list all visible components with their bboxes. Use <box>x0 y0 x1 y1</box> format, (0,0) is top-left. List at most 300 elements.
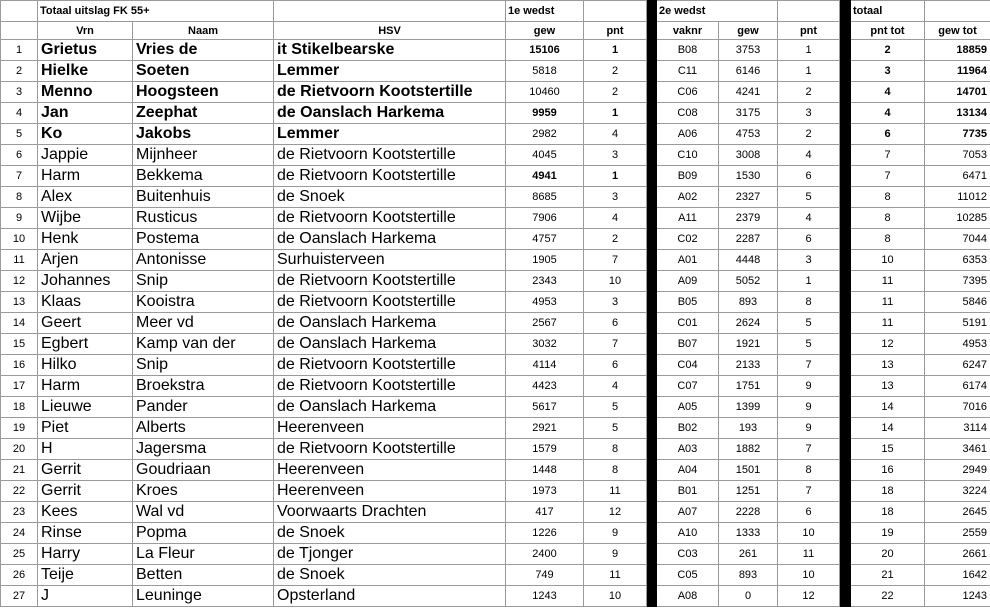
cell-gew-tot: 11964 <box>925 61 990 82</box>
cell-hsv: it Stikelbearske <box>274 40 506 61</box>
cell-gew-tot: 2645 <box>925 502 990 523</box>
separator <box>840 460 851 481</box>
cell-gew2: 1251 <box>719 481 778 502</box>
table-row <box>1 586 990 607</box>
cell-pnt1: 1 <box>584 166 647 187</box>
cell-gew-tot: 7053 <box>925 145 990 166</box>
cell-vaknr: C04 <box>657 355 719 376</box>
separator <box>647 460 657 481</box>
cell-gew2: 2287 <box>719 229 778 250</box>
cell-pnt-tot: 13 <box>851 376 925 397</box>
row-number: 21 <box>1 460 38 481</box>
cell-pnt2: 2 <box>778 82 840 103</box>
cell-pnt-tot: 7 <box>851 145 925 166</box>
cell-vaknr: A01 <box>657 250 719 271</box>
cell-vaknr: A02 <box>657 187 719 208</box>
table-row <box>1 292 990 313</box>
header-pnt1: pnt <box>584 22 647 40</box>
cell-vrn: Lieuwe <box>38 397 133 418</box>
cell-hsv: Heerenveen <box>274 460 506 481</box>
cell-pnt-tot: 19 <box>851 523 925 544</box>
table-row <box>1 334 990 355</box>
cell-gew2: 3008 <box>719 145 778 166</box>
cell-naam: Jagersma <box>133 439 274 460</box>
table-row <box>1 271 990 292</box>
cell-pnt-tot: 8 <box>851 229 925 250</box>
cell-hsv: Heerenveen <box>274 481 506 502</box>
separator <box>647 481 657 502</box>
row-number: 23 <box>1 502 38 523</box>
cell-gew2: 1501 <box>719 460 778 481</box>
table-row <box>1 460 990 481</box>
cell-vrn: Gerrit <box>38 460 133 481</box>
cell-vaknr: A11 <box>657 208 719 229</box>
cell-gew1: 5617 <box>506 397 584 418</box>
sheet-title: Totaal uitslag FK 55+ <box>38 1 274 22</box>
cell-pnt1: 10 <box>584 586 647 607</box>
cell-vrn: Harry <box>38 544 133 565</box>
cell-pnt1: 6 <box>584 313 647 334</box>
cell-vaknr: C08 <box>657 103 719 124</box>
cell-pnt2: 1 <box>778 40 840 61</box>
row-number: 16 <box>1 355 38 376</box>
cell-naam: Kroes <box>133 481 274 502</box>
separator <box>840 586 851 607</box>
separator <box>840 103 851 124</box>
cell-hsv: de Rietvoorn Kootstertille <box>274 355 506 376</box>
separator <box>840 376 851 397</box>
cell-gew1: 2982 <box>506 124 584 145</box>
separator <box>647 355 657 376</box>
separator <box>647 439 657 460</box>
cell-gew2: 893 <box>719 565 778 586</box>
row-number: 22 <box>1 481 38 502</box>
cell-gew2: 2133 <box>719 355 778 376</box>
separator <box>647 418 657 439</box>
header-row <box>1 22 990 40</box>
cell-pnt2: 9 <box>778 418 840 439</box>
cell-vaknr: A08 <box>657 586 719 607</box>
separator <box>647 502 657 523</box>
table-row <box>1 502 990 523</box>
separator <box>840 418 851 439</box>
cell-gew-tot: 1243 <box>925 586 990 607</box>
row-number: 18 <box>1 397 38 418</box>
table-row <box>1 187 990 208</box>
cell-pnt-tot: 14 <box>851 397 925 418</box>
cell-naam: Goudriaan <box>133 460 274 481</box>
separator <box>647 271 657 292</box>
cell-vrn: Harm <box>38 166 133 187</box>
separator <box>647 250 657 271</box>
cell-gew1: 749 <box>506 565 584 586</box>
cell-pnt-tot: 4 <box>851 82 925 103</box>
cell-vaknr: B02 <box>657 418 719 439</box>
cell-gew-tot: 2949 <box>925 460 990 481</box>
cell-naam: Snip <box>133 355 274 376</box>
cell-gew-tot: 10285 <box>925 208 990 229</box>
separator <box>840 523 851 544</box>
cell-pnt2: 5 <box>778 313 840 334</box>
cell-gew1: 417 <box>506 502 584 523</box>
cell-gew2: 1399 <box>719 397 778 418</box>
cell-naam: Zeephat <box>133 103 274 124</box>
cell-pnt-tot: 3 <box>851 61 925 82</box>
table-row <box>1 40 990 61</box>
cell-gew2: 2327 <box>719 187 778 208</box>
cell-naam: Broekstra <box>133 376 274 397</box>
cell-gew-tot: 3114 <box>925 418 990 439</box>
separator <box>840 313 851 334</box>
cell-pnt2: 1 <box>778 61 840 82</box>
cell-vrn: Geert <box>38 313 133 334</box>
row-number: 15 <box>1 334 38 355</box>
cell-pnt-tot: 6 <box>851 124 925 145</box>
row-number: 2 <box>1 61 38 82</box>
cell-pnt2: 11 <box>778 544 840 565</box>
cell-gew-tot: 2559 <box>925 523 990 544</box>
cell-gew1: 1579 <box>506 439 584 460</box>
cell-pnt2: 5 <box>778 334 840 355</box>
cell-pnt1: 5 <box>584 418 647 439</box>
cell-gew1: 4045 <box>506 145 584 166</box>
cell-naam: La Fleur <box>133 544 274 565</box>
cell-gew1: 2343 <box>506 271 584 292</box>
cell-pnt2: 5 <box>778 187 840 208</box>
cell-naam: Alberts <box>133 418 274 439</box>
separator <box>840 397 851 418</box>
cell-vaknr: A10 <box>657 523 719 544</box>
cell-naam: Wal vd <box>133 502 274 523</box>
row-number: 12 <box>1 271 38 292</box>
cell-gew2: 2228 <box>719 502 778 523</box>
cell-gew2: 5052 <box>719 271 778 292</box>
cell-vaknr: C03 <box>657 544 719 565</box>
cell-vrn: Klaas <box>38 292 133 313</box>
cell-pnt1: 8 <box>584 460 647 481</box>
separator <box>647 103 657 124</box>
separator <box>840 1 851 22</box>
cell-pnt2: 3 <box>778 250 840 271</box>
cell-gew2: 2624 <box>719 313 778 334</box>
table-row <box>1 61 990 82</box>
cell-pnt-tot: 14 <box>851 418 925 439</box>
cell-gew-tot: 7735 <box>925 124 990 145</box>
cell-pnt1: 11 <box>584 565 647 586</box>
cell-vaknr: A05 <box>657 397 719 418</box>
cell-vaknr: B09 <box>657 166 719 187</box>
table-row <box>1 208 990 229</box>
separator <box>647 334 657 355</box>
cell-gew-tot: 5191 <box>925 313 990 334</box>
cell-gew2: 1333 <box>719 523 778 544</box>
cell-vrn: Harm <box>38 376 133 397</box>
cell-naam: Hoogsteen <box>133 82 274 103</box>
cell-gew-tot: 3224 <box>925 481 990 502</box>
cell-vaknr: C01 <box>657 313 719 334</box>
cell-gew1: 4757 <box>506 229 584 250</box>
cell-pnt-tot: 12 <box>851 334 925 355</box>
cell-naam: Leuninge <box>133 586 274 607</box>
cell-pnt1: 1 <box>584 40 647 61</box>
separator <box>840 544 851 565</box>
cell-pnt-tot: 2 <box>851 40 925 61</box>
header-naam: Naam <box>133 22 274 40</box>
row-number: 19 <box>1 418 38 439</box>
cell-pnt2: 10 <box>778 565 840 586</box>
cell-naam: Popma <box>133 523 274 544</box>
table-row <box>1 250 990 271</box>
cell-naam: Postema <box>133 229 274 250</box>
cell-gew-tot: 6247 <box>925 355 990 376</box>
cell-vrn: Grietus <box>38 40 133 61</box>
cell-hsv: de Oanslach Harkema <box>274 334 506 355</box>
separator <box>840 145 851 166</box>
table-row <box>1 397 990 418</box>
separator <box>647 208 657 229</box>
cell-gew1: 4423 <box>506 376 584 397</box>
cell-pnt2: 8 <box>778 292 840 313</box>
cell-pnt-tot: 8 <box>851 208 925 229</box>
table-row <box>1 439 990 460</box>
separator <box>840 250 851 271</box>
row-number: 26 <box>1 565 38 586</box>
row-number: 13 <box>1 292 38 313</box>
table-row <box>1 376 990 397</box>
cell-pnt2: 6 <box>778 166 840 187</box>
table-row <box>1 544 990 565</box>
cell-vaknr: A09 <box>657 271 719 292</box>
separator <box>647 544 657 565</box>
cell-vrn: Rinse <box>38 523 133 544</box>
cell-gew2: 261 <box>719 544 778 565</box>
cell-hsv: de Snoek <box>274 523 506 544</box>
row-number: 25 <box>1 544 38 565</box>
cell-vaknr: C02 <box>657 229 719 250</box>
cell-hsv: de Snoek <box>274 187 506 208</box>
cell-vaknr: B01 <box>657 481 719 502</box>
separator <box>840 166 851 187</box>
cell-vaknr: A03 <box>657 439 719 460</box>
separator <box>647 187 657 208</box>
cell-pnt-tot: 22 <box>851 586 925 607</box>
cell-naam: Kooistra <box>133 292 274 313</box>
cell-vaknr: B07 <box>657 334 719 355</box>
separator <box>840 82 851 103</box>
separator <box>647 61 657 82</box>
row-number: 17 <box>1 376 38 397</box>
cell-pnt1: 8 <box>584 439 647 460</box>
cell-gew-tot: 4953 <box>925 334 990 355</box>
cell-pnt2: 7 <box>778 439 840 460</box>
cell-gew1: 4953 <box>506 292 584 313</box>
cell-naam: Meer vd <box>133 313 274 334</box>
header-vaknr: vaknr <box>657 22 719 40</box>
cell-gew1: 1226 <box>506 523 584 544</box>
cell-gew2: 3753 <box>719 40 778 61</box>
separator <box>647 229 657 250</box>
cell-vaknr: C11 <box>657 61 719 82</box>
header-gew2: gew <box>719 22 778 40</box>
cell-pnt-tot: 16 <box>851 460 925 481</box>
cell-naam: Rusticus <box>133 208 274 229</box>
cell-gew1: 8685 <box>506 187 584 208</box>
cell-vrn: H <box>38 439 133 460</box>
cell-pnt1: 12 <box>584 502 647 523</box>
cell-gew-tot: 6174 <box>925 376 990 397</box>
cell-hsv: Lemmer <box>274 61 506 82</box>
separator <box>840 40 851 61</box>
cell-pnt2: 7 <box>778 355 840 376</box>
separator <box>647 292 657 313</box>
cell-hsv: de Oanslach Harkema <box>274 103 506 124</box>
cell-pnt2: 2 <box>778 124 840 145</box>
cell-vrn: Wijbe <box>38 208 133 229</box>
cell-gew2: 893 <box>719 292 778 313</box>
separator <box>647 586 657 607</box>
cell-gew2: 2379 <box>719 208 778 229</box>
cell-pnt1: 5 <box>584 397 647 418</box>
separator <box>840 124 851 145</box>
group-label-first: 1e wedst <box>506 1 584 22</box>
header-pnt2: pnt <box>778 22 840 40</box>
header-pnt-tot: pnt tot <box>851 22 925 40</box>
cell-vrn: Gerrit <box>38 481 133 502</box>
separator <box>840 565 851 586</box>
table-row <box>1 565 990 586</box>
cell-naam: Betten <box>133 565 274 586</box>
title-row <box>1 1 990 22</box>
cell-pnt1: 4 <box>584 376 647 397</box>
cell-pnt1: 6 <box>584 355 647 376</box>
group-label-total: totaal <box>851 1 925 22</box>
row-number: 11 <box>1 250 38 271</box>
table-row <box>1 355 990 376</box>
table-row <box>1 229 990 250</box>
separator <box>647 565 657 586</box>
cell-gew-tot: 18859 <box>925 40 990 61</box>
cell-naam: Bekkema <box>133 166 274 187</box>
cell-hsv: de Rietvoorn Kootstertille <box>274 376 506 397</box>
cell-gew-tot: 7395 <box>925 271 990 292</box>
cell-naam: Pander <box>133 397 274 418</box>
header-gew1: gew <box>506 22 584 40</box>
cell-vrn: Arjen <box>38 250 133 271</box>
header-gew-tot: gew tot <box>925 22 990 40</box>
cell-gew2: 1921 <box>719 334 778 355</box>
cell-gew2: 1530 <box>719 166 778 187</box>
separator <box>647 523 657 544</box>
cell-gew-tot: 1642 <box>925 565 990 586</box>
cell-pnt-tot: 13 <box>851 355 925 376</box>
cell-pnt1: 1 <box>584 103 647 124</box>
cell-vaknr: A07 <box>657 502 719 523</box>
header-hsv: HSV <box>274 22 506 40</box>
cell-gew1: 2400 <box>506 544 584 565</box>
row-number: 10 <box>1 229 38 250</box>
cell-hsv: de Rietvoorn Kootstertille <box>274 439 506 460</box>
separator <box>647 1 657 22</box>
cell-gew-tot: 7016 <box>925 397 990 418</box>
table-row <box>1 145 990 166</box>
cell-naam: Snip <box>133 271 274 292</box>
cell-pnt-tot: 11 <box>851 313 925 334</box>
cell-gew1: 4941 <box>506 166 584 187</box>
cell-pnt1: 2 <box>584 82 647 103</box>
separator <box>840 208 851 229</box>
cell-pnt1: 7 <box>584 250 647 271</box>
cell-gew1: 2567 <box>506 313 584 334</box>
separator <box>647 145 657 166</box>
cell-gew-tot: 5846 <box>925 292 990 313</box>
cell-gew2: 1882 <box>719 439 778 460</box>
cell-naam: Mijnheer <box>133 145 274 166</box>
cell-pnt2: 4 <box>778 208 840 229</box>
cell-hsv: de Rietvoorn Kootstertille <box>274 82 506 103</box>
separator <box>840 271 851 292</box>
cell-gew-tot: 13134 <box>925 103 990 124</box>
table-row <box>1 418 990 439</box>
cell-vaknr: C10 <box>657 145 719 166</box>
cell-gew-tot: 6353 <box>925 250 990 271</box>
cell-hsv: de Rietvoorn Kootstertille <box>274 166 506 187</box>
separator <box>840 439 851 460</box>
cell-vrn: Teije <box>38 565 133 586</box>
cell-gew1: 9959 <box>506 103 584 124</box>
cell-hsv: Voorwaarts Drachten <box>274 502 506 523</box>
row-number: 20 <box>1 439 38 460</box>
cell-gew-tot: 7044 <box>925 229 990 250</box>
separator <box>840 229 851 250</box>
cell-gew1: 4114 <box>506 355 584 376</box>
cell-vrn: Kees <box>38 502 133 523</box>
separator <box>840 292 851 313</box>
cell-pnt1: 10 <box>584 271 647 292</box>
cell-vaknr: C05 <box>657 565 719 586</box>
cell-pnt1: 11 <box>584 481 647 502</box>
cell-hsv: de Rietvoorn Kootstertille <box>274 271 506 292</box>
separator <box>647 124 657 145</box>
cell-gew-tot: 14701 <box>925 82 990 103</box>
cell-gew2: 6146 <box>719 61 778 82</box>
cell-gew1: 10460 <box>506 82 584 103</box>
cell-pnt2: 3 <box>778 103 840 124</box>
cell-hsv: de Oanslach Harkema <box>274 313 506 334</box>
cell-gew1: 1905 <box>506 250 584 271</box>
table-row <box>1 523 990 544</box>
cell-gew2: 4241 <box>719 82 778 103</box>
cell-gew-tot: 3461 <box>925 439 990 460</box>
cell-vaknr: A04 <box>657 460 719 481</box>
row-number: 27 <box>1 586 38 607</box>
cell-gew1: 2921 <box>506 418 584 439</box>
cell-hsv: de Rietvoorn Kootstertille <box>274 292 506 313</box>
cell-pnt-tot: 21 <box>851 565 925 586</box>
cell-hsv: de Tjonger <box>274 544 506 565</box>
cell-vaknr: C06 <box>657 82 719 103</box>
cell-pnt2: 7 <box>778 481 840 502</box>
cell-gew1: 1448 <box>506 460 584 481</box>
separator <box>647 40 657 61</box>
cell-pnt2: 9 <box>778 376 840 397</box>
table-row <box>1 103 990 124</box>
cell-vrn: Jappie <box>38 145 133 166</box>
cell-vrn: Menno <box>38 82 133 103</box>
cell-pnt2: 8 <box>778 460 840 481</box>
cell-gew1: 1973 <box>506 481 584 502</box>
cell-vaknr: A06 <box>657 124 719 145</box>
table-row <box>1 481 990 502</box>
